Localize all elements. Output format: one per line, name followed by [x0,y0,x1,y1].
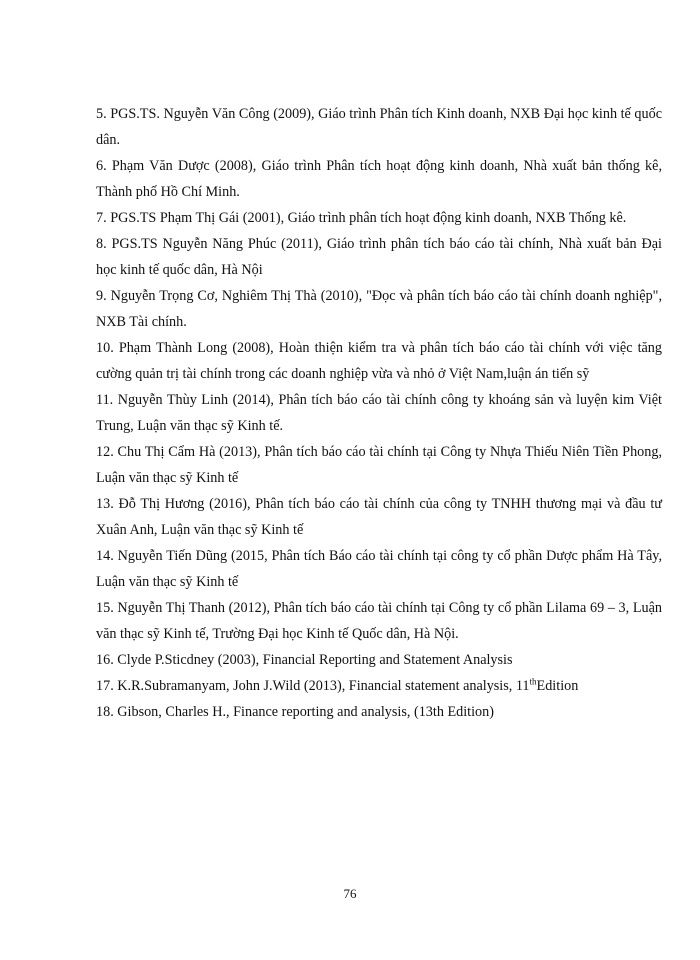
page-number: 76 [343,886,357,901]
reference-item: 5. PGS.TS. Nguyễn Văn Công (2009), Giáo trình Phân tích Kinh doanh, NXB Đại học kinh tế quốc dân. [96,106,662,148]
reference-item: 8. PGS.TS Nguyễn Năng Phúc (2011), Giáo trình phân tích báo cáo tài chính, Nhà xuất bản Đại học kinh tế quốc dân, Hà Nội [96,236,662,278]
reference-text: 17. K.R.Subramanyam, John J.Wild (2013), Financial statement analysis, 11 [96,678,530,694]
reference-item: 10. Phạm Thành Long (2008), Hoàn thiện kiểm tra và phân tích báo cáo tài chính với việc tăng cường quản trị tài chính trong các doanh nghiệp vừa và nhỏ ở Việt Nam,luận án tiến sỹ [96,340,662,382]
reference-item: 15. Nguyễn Thị Thanh (2012), Phân tích báo cáo tài chính tại Công ty cổ phần Lilama 69 – 3, Luận văn thạc sỹ Kinh tế, Trường Đại học Kinh tế Quốc dân, Hà Nội. [96,600,662,642]
reference-item: 13. Đỗ Thị Hương (2016), Phân tích báo cáo tài chính của công ty TNHH thương mại và đầu tư Xuân Anh, Luận văn thạc sỹ Kinh tế [96,496,662,538]
reference-item: 11. Nguyễn Thùy Linh (2014), Phân tích báo cáo tài chính công ty khoáng sản và luyện kim Việt Trung, Luận văn thạc sỹ Kinh tế. [96,392,662,434]
reference-item: 12. Chu Thị Cẩm Hà (2013), Phân tích báo cáo tài chính tại Công ty Nhựa Thiếu Niên Tiền Phong, Luận văn thạc sỹ Kinh tế [96,444,662,486]
reference-item: 6. Phạm Văn Dược (2008), Giáo trình Phân tích hoạt động kinh doanh, Nhà xuất bản thống kê, Thành phố Hồ Chí Minh. [96,158,662,200]
reference-item [96,673,662,699]
reference-item: 16. Clyde P.Sticdney (2003), Financial Reporting and Statement Analysis [96,652,513,668]
reference-text-suffix: Edition [536,678,579,694]
reference-item: 9. Nguyễn Trọng Cơ, Nghiêm Thị Thà (2010), "Đọc và phân tích báo cáo tài chính doanh nghiệp", NXB Tài chính. [96,288,662,330]
reference-item: 18. Gibson, Charles H., Finance reporting and analysis, (13th Edition) [96,704,494,720]
reference-item: 14. Nguyễn Tiến Dũng (2015, Phân tích Báo cáo tài chính tại công ty cổ phần Dược phẩm Hà Tây, Luận văn thạc sỹ Kinh tế [96,548,662,590]
reference-item: 7. PGS.TS Phạm Thị Gái (2001), Giáo trình phân tích hoạt động kinh doanh, NXB Thống kê. [96,210,627,226]
reference-list [96,101,662,725]
superscript: th [529,676,537,687]
